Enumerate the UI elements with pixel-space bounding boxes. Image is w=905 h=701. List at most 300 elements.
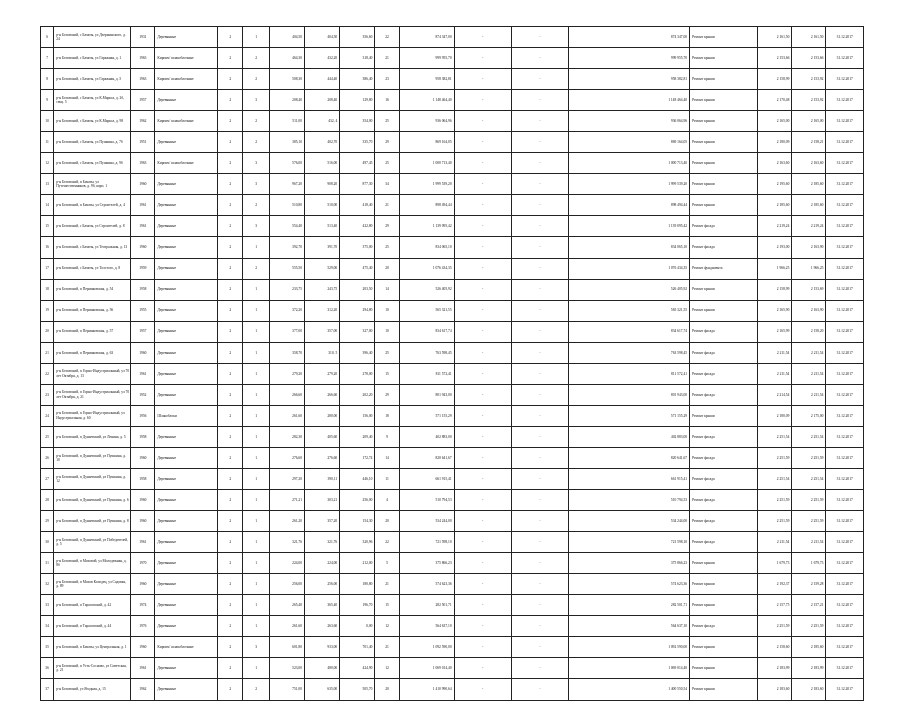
work-type-cell: Ремонт фасада xyxy=(690,363,758,384)
total-cost-cell: 898 494,44 xyxy=(569,195,690,216)
entrances-cell: 2 xyxy=(243,195,269,216)
work-cost-cell: 1 000 713,40 xyxy=(399,153,454,174)
table-row xyxy=(41,195,864,216)
living-area-cell: 513,40 xyxy=(305,216,340,237)
max-unit-cost-cell: 2 163,90 xyxy=(792,237,826,258)
work-cost-cell: 1 410 990,64 xyxy=(399,679,454,700)
total-area-cell: 261,60 xyxy=(269,616,304,637)
fund-share-cell: - xyxy=(454,490,511,511)
residential-area-cell: 375,00 xyxy=(340,237,375,258)
unit-cost-cell: 2 180,09 xyxy=(758,405,792,426)
max-unit-cost-cell: 2 175,00 xyxy=(792,405,826,426)
total-area-cell: 224,00 xyxy=(269,553,304,574)
row-number-cell: 18 xyxy=(41,279,54,300)
residents-cell: 25 xyxy=(375,153,399,174)
unit-cost-cell: 2 251,59 xyxy=(758,447,792,468)
deadline-cell: 31.12.2017 xyxy=(826,195,864,216)
work-type-cell: Ремонт крыши xyxy=(690,279,758,300)
work-type-cell: Ремонт фасада xyxy=(690,342,758,363)
year-built-cell: 1974 xyxy=(131,595,155,616)
residential-area-cell: 335,70 xyxy=(340,132,375,153)
residential-area-cell: 209,40 xyxy=(340,426,375,447)
residential-area-cell: 320,96 xyxy=(340,532,375,553)
fund-share-cell: - xyxy=(454,90,511,111)
wall-material-cell: Кирпич/ шлакоблочные xyxy=(155,637,218,658)
wall-material-cell: Деревянные xyxy=(155,426,218,447)
residents-cell: 16 xyxy=(375,90,399,111)
total-cost-cell: 834 617,74 xyxy=(569,321,690,342)
deadline-cell: 31.12.2017 xyxy=(826,405,864,426)
total-area-cell: 554,40 xyxy=(269,216,304,237)
residents-cell: 20 xyxy=(375,511,399,532)
residential-area-cell: 877,30 xyxy=(340,174,375,195)
unit-cost-cell: 2 251,54 xyxy=(758,468,792,489)
living-area-cell: 404,50 xyxy=(305,27,340,48)
row-number-cell: 19 xyxy=(41,300,54,321)
residential-area-cell: 396,40 xyxy=(340,342,375,363)
unit-cost-cell: 2 161,50 xyxy=(758,27,792,48)
work-cost-cell: 375 866,23 xyxy=(399,553,454,574)
wall-material-cell: Деревянные xyxy=(155,532,218,553)
total-cost-cell: 801 943,00 xyxy=(569,384,690,405)
work-cost-cell: 1 076 434,35 xyxy=(399,258,454,279)
wall-material-cell: Деревянные xyxy=(155,195,218,216)
unit-cost-cell: 2 219,24 xyxy=(758,216,792,237)
table-row xyxy=(41,90,864,111)
work-cost-cell: 1 069 014,40 xyxy=(399,658,454,679)
living-area-cell: 432,20 xyxy=(305,48,340,69)
wall-material-cell: Деревянные xyxy=(155,616,218,637)
wall-material-cell: Кирпич/ шлакоблочные xyxy=(155,69,218,90)
work-type-cell: Ремонт крыши xyxy=(690,658,758,679)
row-number-cell: 26 xyxy=(41,447,54,468)
deadline-cell: 31.12.2017 xyxy=(826,363,864,384)
max-unit-cost-cell: 2 157,21 xyxy=(792,595,826,616)
year-built-cell: 1957 xyxy=(131,321,155,342)
entrances-cell: 2 xyxy=(243,132,269,153)
row-number-cell: 28 xyxy=(41,490,54,511)
max-unit-cost-cell: 2 185,60 xyxy=(792,174,826,195)
work-type-cell: Ремонт крыши xyxy=(690,153,758,174)
table-row xyxy=(41,321,864,342)
house-address-cell: р-н Беловский, п Горно-Индустриальный, ул 70 лет Октября, д. 13 xyxy=(54,363,131,384)
wall-material-cell: Кирпич/ шлакоблочные xyxy=(155,111,218,132)
total-area-cell: 261,20 xyxy=(269,511,304,532)
total-area-cell: 282,30 xyxy=(269,426,304,447)
year-built-cell: 1962 xyxy=(131,679,155,700)
wall-material-cell: Деревянные xyxy=(155,90,218,111)
table-row xyxy=(41,132,864,153)
max-unit-cost-cell: 1 966,25 xyxy=(792,258,826,279)
total-cost-cell: 811 572,41 xyxy=(569,363,690,384)
year-built-cell: 1961 xyxy=(131,658,155,679)
deadline-cell: 31.12.2017 xyxy=(826,279,864,300)
residents-cell: 12 xyxy=(375,658,399,679)
deadline-cell: 31.12.2017 xyxy=(826,679,864,700)
unit-cost-cell: 2 251,59 xyxy=(758,490,792,511)
total-area-cell: 358,70 xyxy=(269,342,304,363)
table-row xyxy=(41,237,864,258)
wall-material-cell: Кирпич/ шлакоблочные xyxy=(155,153,218,174)
work-cost-cell: 801 943,00 xyxy=(399,384,454,405)
residents-cell: 21 xyxy=(375,574,399,595)
max-unit-cost-cell: 2 153,92 xyxy=(792,90,826,111)
residents-cell: 18 xyxy=(375,405,399,426)
residential-area-cell: 203,50 xyxy=(340,279,375,300)
residents-cell: 9 xyxy=(375,426,399,447)
total-cost-cell: 571 155,29 xyxy=(569,405,690,426)
fund-share-cell: - xyxy=(454,468,511,489)
total-cost-cell: 565 321,55 xyxy=(569,300,690,321)
floors-cell: 2 xyxy=(218,132,243,153)
fund-share-cell: - xyxy=(454,300,511,321)
budget-share-cell: - xyxy=(511,27,568,48)
living-area-cell: 402,70 xyxy=(305,132,340,153)
total-cost-cell: 1 139 095,42 xyxy=(569,216,690,237)
deadline-cell: 31.12.2017 xyxy=(826,69,864,90)
total-cost-cell: 534 244,00 xyxy=(569,511,690,532)
work-cost-cell: 564 637,10 xyxy=(399,616,454,637)
floors-cell: 2 xyxy=(218,27,243,48)
house-address-cell: р-н Беловский, п Пермяковская, д. 63 xyxy=(54,342,131,363)
floors-cell: 2 xyxy=(218,321,243,342)
row-number-cell: 10 xyxy=(41,111,54,132)
table-row xyxy=(41,616,864,637)
fund-share-cell: - xyxy=(454,48,511,69)
total-area-cell: 279,20 xyxy=(269,363,304,384)
residential-area-cell: 446,10 xyxy=(340,468,375,489)
total-area-cell: 233,75 xyxy=(269,279,304,300)
living-area-cell: 357,00 xyxy=(305,321,340,342)
house-address-cell: р-н Беловский, п Бачаты, ул Центральная, д. 1 xyxy=(54,637,131,658)
max-unit-cost-cell: 2 251,59 xyxy=(792,616,826,637)
entrances-cell: 1 xyxy=(243,468,269,489)
unit-cost-cell: 2 214,54 xyxy=(758,384,792,405)
budget-share-cell: - xyxy=(511,426,568,447)
max-unit-cost-cell: 2 158,20 xyxy=(792,321,826,342)
floors-cell: 2 xyxy=(218,511,243,532)
table-row xyxy=(41,637,864,658)
total-area-cell: 967,20 xyxy=(269,174,304,195)
table-row xyxy=(41,384,864,405)
capital-repair-register-table xyxy=(40,26,864,701)
living-area-cell: 321,76 xyxy=(305,532,340,553)
entrances-cell: 1 xyxy=(243,447,269,468)
floors-cell: 2 xyxy=(218,258,243,279)
fund-share-cell: - xyxy=(454,553,511,574)
house-address-cell: р-н Беловский, п Тарасовский, д. 42 xyxy=(54,595,131,616)
fund-share-cell: - xyxy=(454,532,511,553)
fund-share-cell: - xyxy=(454,679,511,700)
total-area-cell: 555,50 xyxy=(269,258,304,279)
budget-share-cell: - xyxy=(511,321,568,342)
row-number-cell: 34 xyxy=(41,616,54,637)
fund-share-cell: - xyxy=(454,258,511,279)
work-type-cell: Ремонт фундамента xyxy=(690,258,758,279)
total-cost-cell: 1 069 014,40 xyxy=(569,658,690,679)
year-built-cell: 1962 xyxy=(131,111,155,132)
living-area-cell: 243,75 xyxy=(305,279,340,300)
year-built-cell: 1957 xyxy=(131,90,155,111)
total-area-cell: 266,60 xyxy=(269,384,304,405)
year-built-cell: 1961 xyxy=(131,363,155,384)
fund-share-cell: - xyxy=(454,132,511,153)
living-area-cell: 635,00 xyxy=(305,679,340,700)
work-type-cell: Ремонт крыши xyxy=(690,679,758,700)
unit-cost-cell: 2 251,54 xyxy=(758,426,792,447)
entrances-cell: 1 xyxy=(243,237,269,258)
total-cost-cell: 1 999 539,20 xyxy=(569,174,690,195)
work-cost-cell: 834 065,10 xyxy=(399,237,454,258)
work-type-cell: Ремонт фасада xyxy=(690,616,758,637)
year-built-cell: 1956 xyxy=(131,405,155,426)
work-type-cell: Ремонт фасада xyxy=(690,447,758,468)
house-address-cell: р-н Беловский, с Бачаты, ул Строителей, д. 8 xyxy=(54,216,131,237)
budget-share-cell: - xyxy=(511,595,568,616)
floors-cell: 2 xyxy=(218,342,243,363)
deadline-cell: 31.12.2017 xyxy=(826,237,864,258)
residential-area-cell: 318,40 xyxy=(340,48,375,69)
floors-cell: 2 xyxy=(218,174,243,195)
fund-share-cell: - xyxy=(454,342,511,363)
year-built-cell: 1960 xyxy=(131,574,155,595)
floors-cell: 2 xyxy=(218,426,243,447)
work-cost-cell: 510 794,53 xyxy=(399,490,454,511)
floors-cell: 2 xyxy=(218,490,243,511)
living-area-cell: 933,00 xyxy=(305,637,340,658)
row-number-cell: 29 xyxy=(41,511,54,532)
row-number-cell: 32 xyxy=(41,574,54,595)
budget-share-cell: - xyxy=(511,90,568,111)
unit-cost-cell: 2 157,75 xyxy=(758,595,792,616)
deadline-cell: 31.12.2017 xyxy=(826,384,864,405)
work-cost-cell: 834 617,74 xyxy=(399,321,454,342)
floors-cell: 2 xyxy=(218,90,243,111)
total-area-cell: 297,20 xyxy=(269,468,304,489)
floors-cell: 2 xyxy=(218,363,243,384)
unit-cost-cell: 2 153,66 xyxy=(758,48,792,69)
max-unit-cost-cell: 2 163,90 xyxy=(792,300,826,321)
wall-material-cell: Деревянные xyxy=(155,574,218,595)
residential-area-cell: 424,90 xyxy=(340,658,375,679)
fund-share-cell: - xyxy=(454,511,511,532)
work-cost-cell: 661 915,41 xyxy=(399,468,454,489)
work-type-cell: Ремонт крыши xyxy=(690,195,758,216)
floors-cell: 2 xyxy=(218,447,243,468)
work-type-cell: Ремонт крыши xyxy=(690,174,758,195)
residents-cell: 23 xyxy=(375,69,399,90)
living-area-cell: 529,00 xyxy=(305,258,340,279)
unit-cost-cell: 2 211,54 xyxy=(758,532,792,553)
year-built-cell: 1963 xyxy=(131,69,155,90)
budget-share-cell: - xyxy=(511,363,568,384)
max-unit-cost-cell: 2 251,59 xyxy=(792,511,826,532)
living-area-cell: 276,60 xyxy=(305,447,340,468)
fund-share-cell: - xyxy=(454,574,511,595)
entrances-cell: 2 xyxy=(243,111,269,132)
house-address-cell: р-н Беловский, п Усть-Сосново, ул Советская, д. 21 xyxy=(54,658,131,679)
budget-share-cell: - xyxy=(511,468,568,489)
table-row xyxy=(41,511,864,532)
deadline-cell: 31.12.2017 xyxy=(826,216,864,237)
unit-cost-cell: 2 183,99 xyxy=(758,658,792,679)
wall-material-cell: Шлакоблоки xyxy=(155,405,218,426)
wall-material-cell: Деревянные xyxy=(155,342,218,363)
work-type-cell: Ремонт крыши xyxy=(690,405,758,426)
work-cost-cell: 869 164,05 xyxy=(399,132,454,153)
table-row xyxy=(41,363,864,384)
row-number-cell: 31 xyxy=(41,553,54,574)
year-built-cell: 1960 xyxy=(131,237,155,258)
total-cost-cell: 1 148 464,40 xyxy=(569,90,690,111)
row-number-cell: 30 xyxy=(41,532,54,553)
deadline-cell: 31.12.2017 xyxy=(826,447,864,468)
residential-area-cell: 212,00 xyxy=(340,553,375,574)
budget-share-cell: - xyxy=(511,658,568,679)
floors-cell: 2 xyxy=(218,553,243,574)
living-area-cell: 390,11 xyxy=(305,468,340,489)
floors-cell: 2 xyxy=(218,637,243,658)
deadline-cell: 31.12.2017 xyxy=(826,574,864,595)
residents-cell: 14 xyxy=(375,447,399,468)
fund-share-cell: - xyxy=(454,237,511,258)
total-area-cell: 404,50 xyxy=(269,27,304,48)
total-area-cell: 261,60 xyxy=(269,405,304,426)
budget-share-cell: - xyxy=(511,132,568,153)
residential-area-cell: 278,00 xyxy=(340,363,375,384)
house-address-cell: р-н Беловский, п Дунаевский, ул Пушкина, д. 10 xyxy=(54,447,131,468)
total-area-cell: 511,00 xyxy=(269,111,304,132)
wall-material-cell: Деревянные xyxy=(155,553,218,574)
entrances-cell: 1 xyxy=(243,384,269,405)
residents-cell: 34 xyxy=(375,174,399,195)
total-area-cell: 508,30 xyxy=(269,69,304,90)
floors-cell: 2 xyxy=(218,574,243,595)
living-area-cell: 480,00 xyxy=(305,658,340,679)
wall-material-cell: Деревянные xyxy=(155,468,218,489)
living-area-cell: 256,00 xyxy=(305,574,340,595)
row-number-cell: 25 xyxy=(41,426,54,447)
budget-share-cell: - xyxy=(511,342,568,363)
entrances-cell: 1 xyxy=(243,405,269,426)
residents-cell: 10 xyxy=(375,321,399,342)
living-area-cell: 432, 4 xyxy=(305,111,340,132)
total-area-cell: 576,00 xyxy=(269,153,304,174)
residential-area-cell: 497,45 xyxy=(340,153,375,174)
fund-share-cell: - xyxy=(454,27,511,48)
deadline-cell: 31.12.2017 xyxy=(826,342,864,363)
residential-area-cell: 0,00 xyxy=(340,616,375,637)
max-unit-cost-cell: 2 183,99 xyxy=(792,658,826,679)
unit-cost-cell: 2 158,60 xyxy=(758,637,792,658)
row-number-cell: 20 xyxy=(41,321,54,342)
house-address-cell: р-н Беловский, п Дунаевский, ул Пушкина, д. 12 xyxy=(54,468,131,489)
residents-cell: 15 xyxy=(375,595,399,616)
table-row xyxy=(41,595,864,616)
fund-share-cell: - xyxy=(454,384,511,405)
entrances-cell: 1 xyxy=(243,595,269,616)
table-row xyxy=(41,300,864,321)
house-address-cell: р-н Беловский, п Пермяковская, д. 57 xyxy=(54,321,131,342)
budget-share-cell: - xyxy=(511,447,568,468)
entrances-cell: 1 xyxy=(243,321,269,342)
house-address-cell: р-н Беловский, п Моховой, ул Молодежная, д. 8б xyxy=(54,553,131,574)
work-type-cell: Ремонт фасада xyxy=(690,216,758,237)
unit-cost-cell: 2 211,54 xyxy=(758,342,792,363)
house-address-cell: р-н Беловский, с Бачаты, ул Пушкина, д. 7б xyxy=(54,132,131,153)
unit-cost-cell: 2 165,99 xyxy=(758,321,792,342)
budget-share-cell: - xyxy=(511,279,568,300)
wall-material-cell: Деревянные xyxy=(155,258,218,279)
wall-material-cell: Деревянные xyxy=(155,300,218,321)
work-type-cell: Ремонт фасада xyxy=(690,490,758,511)
budget-share-cell: - xyxy=(511,490,568,511)
total-cost-cell: 402 883,00 xyxy=(569,426,690,447)
unit-cost-cell: 2 211,54 xyxy=(758,363,792,384)
max-unit-cost-cell: 2 153,92 xyxy=(792,69,826,90)
entrances-cell: 2 xyxy=(243,679,269,700)
unit-cost-cell: 2 193,00 xyxy=(758,237,792,258)
house-address-cell: р-н Беловский, с Бачаты, ул К.Маркса, д. 2б, секц. 5 xyxy=(54,90,131,111)
work-type-cell: Ремонт фасада xyxy=(690,426,758,447)
fund-share-cell: - xyxy=(454,111,511,132)
living-area-cell: 444,40 xyxy=(305,69,340,90)
residential-area-cell: 418,40 xyxy=(340,195,375,216)
row-number-cell: 11 xyxy=(41,132,54,153)
living-area-cell: 224,00 xyxy=(305,553,340,574)
residential-area-cell: 202,20 xyxy=(340,384,375,405)
residents-cell: 10 xyxy=(375,300,399,321)
residential-area-cell: 327,00 xyxy=(340,321,375,342)
total-area-cell: 321,76 xyxy=(269,532,304,553)
total-cost-cell: 661 915,41 xyxy=(569,468,690,489)
deadline-cell: 31.12.2017 xyxy=(826,658,864,679)
house-address-cell: р-н Беловский, с Бачаты, ул Дзержинского, д. 24 xyxy=(54,27,131,48)
unit-cost-cell: 2 165,00 xyxy=(758,111,792,132)
table-row xyxy=(41,279,864,300)
max-unit-cost-cell: 2 251,59 xyxy=(792,447,826,468)
year-built-cell: 1952 xyxy=(131,384,155,405)
house-address-cell: р-н Беловский, с Бачаты, ул Гаражная, д. 5 xyxy=(54,69,131,90)
wall-material-cell: Деревянные xyxy=(155,679,218,700)
budget-share-cell: - xyxy=(511,48,568,69)
row-number-cell: 24 xyxy=(41,405,54,426)
total-cost-cell: 936 064,96 xyxy=(569,111,690,132)
year-built-cell: 1955 xyxy=(131,300,155,321)
work-type-cell: Ремонт крыши xyxy=(690,69,758,90)
fund-share-cell: - xyxy=(454,174,511,195)
budget-share-cell: - xyxy=(511,69,568,90)
max-unit-cost-cell: 2 211,54 xyxy=(792,384,826,405)
total-area-cell: 271,21 xyxy=(269,490,304,511)
floors-cell: 2 xyxy=(218,69,243,90)
table-row xyxy=(41,426,864,447)
year-built-cell: 1960 xyxy=(131,447,155,468)
fund-share-cell: - xyxy=(454,321,511,342)
table-row xyxy=(41,258,864,279)
living-area-cell: 510,00 xyxy=(305,195,340,216)
residents-cell: 22 xyxy=(375,532,399,553)
living-area-cell: 279,20 xyxy=(305,363,340,384)
total-area-cell: 256,00 xyxy=(269,574,304,595)
row-number-cell: 16 xyxy=(41,237,54,258)
fund-share-cell: - xyxy=(454,595,511,616)
floors-cell: 2 xyxy=(218,216,243,237)
max-unit-cost-cell: 2 211,54 xyxy=(792,363,826,384)
floors-cell: 2 xyxy=(218,405,243,426)
total-area-cell: 601,80 xyxy=(269,637,304,658)
total-cost-cell: 282 501,71 xyxy=(569,595,690,616)
